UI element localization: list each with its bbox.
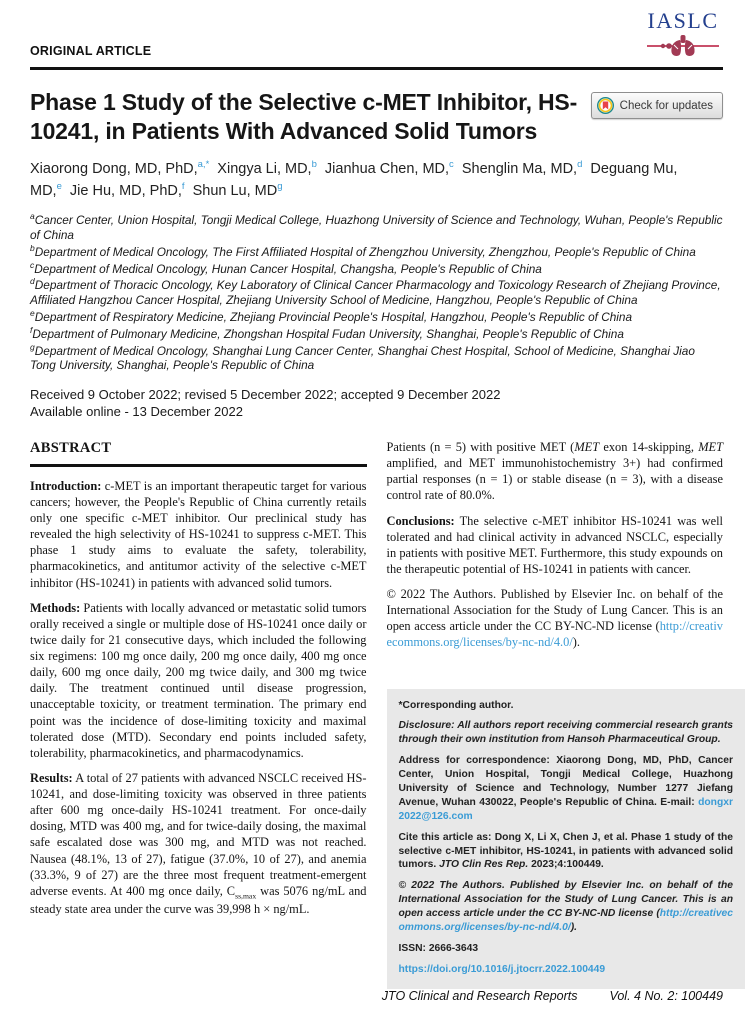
affiliation: $^f$Department of Pulmonary Medicine, Zhongshan Hospital Fudan University, Shanghai, People's Republic of China [30,324,624,341]
affiliation: $^d$Department of Thoracic Oncology, Key Laboratory of Clinical Cancer Pharmacology and Toxicology Research of Zhejiang Province, Affiliated Hangzhou Cancer Hospital, Zhejiang University School of Medicine, Hangzhou, People's Republic of China [30,276,721,308]
abstract-results-continued: Patients (n = 5) with positive MET (MET exon 14-skipping, MET amplified, and MET immunohistochemistry 3+) had confirmed partial responses (n = 1) or stable disease (n = 3), with a disease control rate of 80.0%. [386,440,723,503]
affiliation: $^a$Cancer Center, Union Hospital, Tongji Medical College, Huazhong University of Science and Technology, Wuhan, People's Republic of China [30,211,723,242]
corresponding-author-note: *Corresponding author. [398,699,514,711]
author: Deguang Mu, MD,$^e$ [30,161,678,200]
check-for-updates-label: Check for updates [619,99,713,112]
author-affil-sup: c [449,159,454,171]
email-link[interactable]: dongxr2022@126.com [398,796,733,822]
volume-info: Vol. 4 No. 2: 100449 [609,989,723,1003]
author-affil-sup: e [56,181,62,193]
crossmark-icon [597,97,614,114]
page-header [30,0,723,63]
affiliation: $^g$Department of Medical Oncology, Shanghai Lung Cancer Center, Shanghai Chest Hospital, School of Medicine, Shanghai Jiao Tong University, Shanghai, People's Republic of China [30,341,695,373]
footnote-box [387,689,746,989]
correspondence-address: Address for correspondence: Xiaorong Dong, MD, PhD, Cancer Center, Union Hospital, Tongji Medical College, Huazhong University of Science and Technology, Number 1277 Jiefang Avenue, Wuhan 430022, People's Republic of China. E-mail: dongxr2022@126.com [398,755,733,822]
iaslc-lungs-icon [647,34,719,63]
author: Shenglin Ma, MD,$^d$ [461,159,583,178]
abstract-columns [30,439,733,989]
issn-line: ISSN: 2666-3643 [398,942,479,954]
author: Shun Lu, $MD^g$ [192,181,283,200]
affiliation: $^c$Department of Medical Oncology, Hunan Cancer Hospital, Changsha, People's Republic of China [30,259,542,276]
abstract-introduction: Introduction: c-MET is an important therapeutic target for various cancers; however, the People's Republic of China currently retails only one specific c-MET inhibitor. Our preclinical study has revealed the high selectivity of HS-10241 to suppress c-MET. This phase 1 study aims to evaluate the safety, tolerability, pharmacokinetics, and antitumor activity of the selective c-MET inhibitor (HS-10241) in patients with advanced solid tumors. [30,478,367,590]
author-list [30,159,690,203]
author-affil-sup: a,* [197,159,210,171]
disclosure-note: Disclosure: All authors report receiving commercial research grants through their own institution from Hansoh Pharmaceutical Group. [398,720,733,746]
iaslc-logo-text: IASLC [647,8,719,33]
abstract-methods: Methods: Patients with locally advanced or metastatic solid tumors orally received a single or multiple dose of HS-10241 once daily or twice daily for 21 consecutive days, which included the following six regimens: 100 mg once daily, 200 mg once daily, 400 mg once daily, 600 mg once daily, 200 mg twice daily, and 300 mg twice daily. The treatment continued until disease progression, unacceptable toxicity, or treatment termination. The primary end point was the incidence of dose-limiting toxicity and maximal tolerated dose (MTD). Secondary end points included safety, tolerability, pharmacokinetics, and pharmacodynamics. [30,600,367,760]
abstract-conclusions: Conclusions: The selective c-MET inhibitor HS-10241 was well tolerated and had clinical activity in advanced NSCLC, especially in patients with positive MET. Furthermore, this study expounds on the therapeutic potential of HS-10241 in patients with cancer. [386,513,723,576]
page-title: Phase 1 Study of the Selective c-MET Inhibitor, HS-10241, in Patients With Advanced Solid Tumors [30,89,578,144]
copyright-note: © 2022 The Authors. Published by Elsevier Inc. on behalf of the International Association for the Study of Lung Cancer. This is an open access article under the CC BY-NC-ND license (http://creativecommons.org/licenses/by-nc-nd/4.0/). [398,880,733,933]
article-dates [30,387,723,421]
doi-link[interactable]: https://doi.org/10.1016/j.jtocrr.2022.100449 [398,963,606,975]
check-for-updates-button[interactable] [591,92,723,119]
abstract-rule [30,464,367,467]
header-rule [30,67,723,70]
author: Xingya Li, MD,$^b$ [217,159,317,178]
abstract-right-column [386,439,733,989]
doi-line [399,963,734,977]
affiliation: $^b$Department of Medical Oncology, The First Affiliated Hospital of Zhengzhou University, Zhengzhou, People's Republic of China [30,242,696,259]
abstract-left-column [30,439,367,989]
author-affil-sup: g [277,181,283,193]
citation-note: Cite this article as: Dong X, Li X, Chen J, et al. Phase 1 study of the selective c-MET inhibitor, HS-10241, in patients with advanced solid tumors. JTO Clin Res Rep. 2023;4:100449. [398,831,733,871]
author-affil-sup: b [311,159,317,171]
journal-name: JTO Clinical and Research Reports [381,989,578,1003]
abstract-copyright: © 2022 The Authors. Published by Elsevier Inc. on behalf of the International Association for the Study of Lung Cancer. This is an open access article under the CC BY-NC-ND license (http://creativecommons.org/licenses/by-nc-nd/4.0/). [386,587,723,650]
page-footer [382,989,723,1003]
cc-license-link-footnote[interactable]: http://creativecommons.org/licenses/by-nc-nd/4.0/ [398,908,733,933]
author: Jie Hu, MD, PhD,$^f$ [69,181,185,200]
affiliation-list [30,211,723,373]
author-affil-sup: f [181,181,185,193]
author: Jianhua Chen, MD,$^c$ [324,159,454,178]
affiliation: $^e$Department of Respiratory Medicine, Zhejiang Provincial People's Hospital, Hangzhou, People's Republic of China [30,308,633,324]
author: Xiaorong Dong, MD, PhD,$^{a,*}$ [30,159,210,178]
author-affil-sup: d [577,159,583,171]
abstract-results: Results: A total of 27 patients with advanced NSCLC received HS-10241, and dose-limiting toxicity was observed in three patients after 600 mg once-daily HS-10241 treatment. For once-daily dosing, MTD was 400 mg, and for twice-daily dosing, the maximal safe escalated dose was 300 mg, and MTD was not reached. Nausea (48.1%, 13 of 27), fatigue (37.0%, 10 of 27), and anemia (33.3%, 9 of 27) are the three most frequent treatment-emergent adverse events. At 400 mg once daily, $C_{ss,max}$ was 5076 ng/mL and steady state area under the curve was 39,998 h × ng/mL. [30,770,367,917]
iaslc-logo [647,10,719,63]
received-line: Received 9 October 2022; revised 5 December 2022; accepted 9 December 2022 [30,387,501,403]
cc-license-link[interactable]: http://creativecommons.org/licenses/by-nc-nd/4.0/ [386,619,723,650]
css-max-subscript: ss,max [235,891,257,901]
title-row [30,88,723,146]
article-type-label: ORIGINAL ARTICLE [30,44,152,58]
available-online-line: Available online - 13 December 2022 [30,404,243,420]
abstract-heading: ABSTRACT [30,440,112,457]
